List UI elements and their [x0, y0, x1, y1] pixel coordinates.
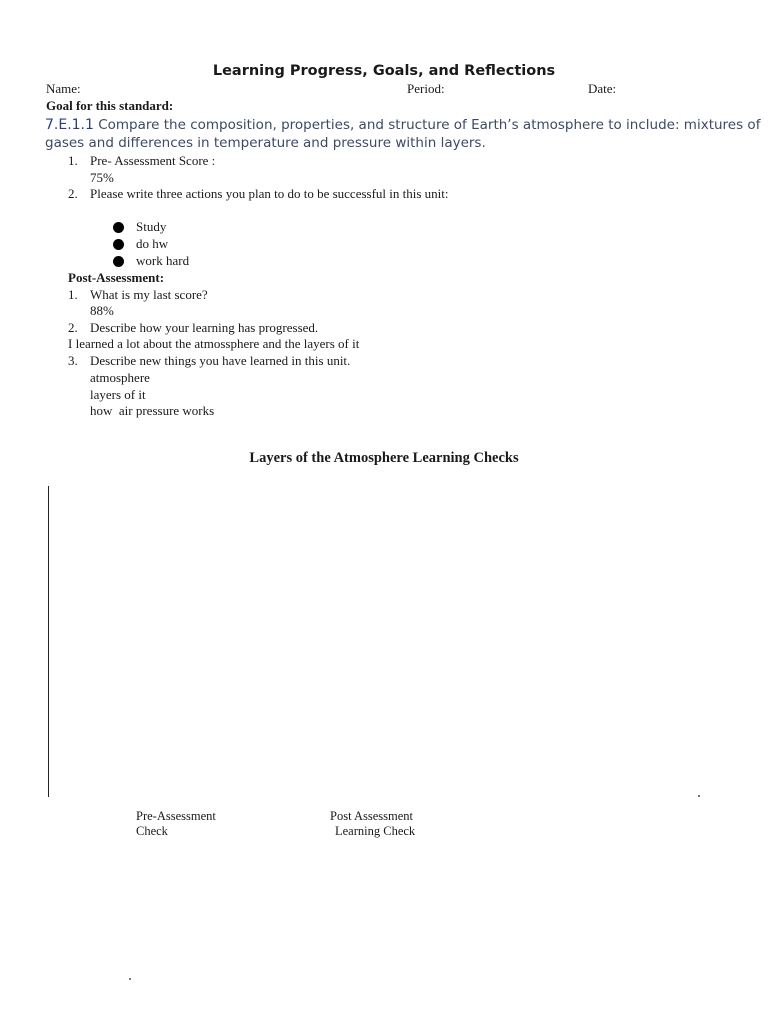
list-number: 2.	[68, 320, 78, 335]
actions-prompt: Please write three actions you plan to do to be successful in this unit:	[90, 186, 449, 201]
progress-answer: I learned a lot about the atmossphere and the layers of it	[68, 336, 360, 351]
standard-text-1: Compare the composition, properties, and structure of Earth’s atmosphere to include: mixtures of	[98, 117, 761, 133]
name-label: Name:	[46, 81, 81, 96]
list-number: 1.	[68, 287, 78, 302]
learned-answer: how air pressure works	[90, 403, 215, 418]
pre-assessment-score-label: Pre- Assessment Score :	[90, 153, 216, 168]
chart-axis-line	[48, 486, 49, 797]
last-score-question: What is my last score?	[90, 287, 208, 302]
list-number: 1.	[68, 153, 78, 168]
stray-mark	[129, 978, 131, 980]
list-number: 2.	[68, 186, 78, 201]
standard-code: 7.E.1.1	[45, 117, 94, 133]
list-item	[113, 219, 166, 235]
pre-assessment-caption	[136, 809, 216, 839]
period-label: Period:	[407, 81, 445, 96]
caption-line: Learning Check	[335, 824, 416, 838]
learned-question: Describe new things you have learned in this unit.	[90, 353, 351, 368]
standard-line-2: gases and differences in temperature and pressure within layers.	[45, 135, 486, 151]
post-assessment-caption	[330, 809, 415, 839]
caption-line: Pre-Assessment	[136, 809, 216, 823]
page-title: Learning Progress, Goals, and Reflections	[212, 63, 556, 79]
post-assessment-heading: Post-Assessment:	[68, 270, 165, 285]
progress-question: Describe how your learning has progressed.	[90, 320, 319, 335]
goal-heading: Goal for this standard:	[46, 98, 174, 113]
learned-answer: atmosphere	[90, 370, 150, 385]
list-item	[113, 236, 168, 252]
last-score-answer: 88%	[90, 303, 114, 318]
list-number: 3.	[68, 353, 78, 368]
bullet-icon	[113, 256, 124, 267]
caption-line: Check	[136, 824, 168, 838]
pre-assessment-score-value: 75%	[90, 170, 114, 185]
bullet-icon	[113, 239, 124, 250]
learned-answer: layers of it	[90, 387, 146, 402]
list-item	[113, 253, 189, 269]
bullet-icon	[113, 222, 124, 233]
action-text: Study	[136, 219, 167, 234]
learning-checks-heading: Layers of the Atmosphere Learning Checks	[249, 450, 519, 466]
caption-line: Post Assessment	[330, 809, 414, 823]
stray-mark	[698, 795, 700, 797]
date-label: Date:	[588, 81, 617, 96]
standard-line-1	[45, 116, 760, 134]
action-text: work hard	[136, 253, 190, 268]
action-text: do hw	[136, 236, 169, 251]
